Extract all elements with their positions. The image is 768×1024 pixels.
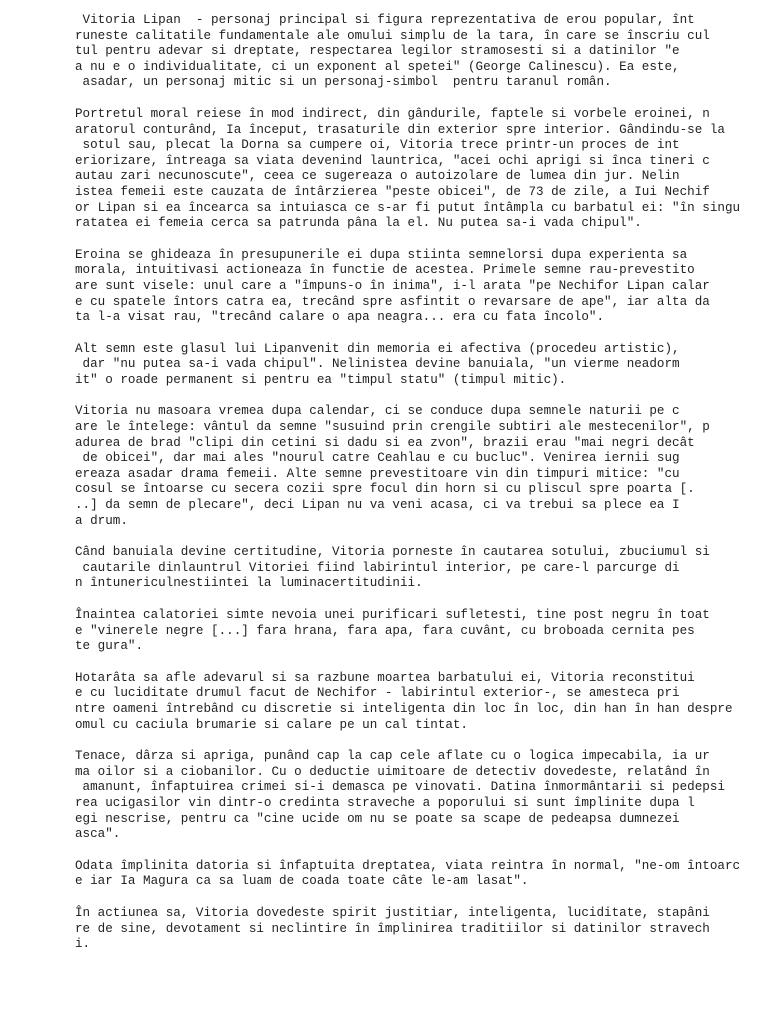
text-line: a nu e o individualitate, ci un exponent al spetei" (George Calinescu). Ea este, — [75, 59, 680, 74]
paragraph — [75, 545, 755, 592]
text-line: ratatea ei femeia cerca sa patrunda pâna la el. Nu putea sa-i vada chipul". — [75, 216, 642, 231]
text-line: amanunt, înfaptuirea crimei si-i demasca pe vinovati. Datina înmormântarii si pedepsi — [75, 780, 725, 795]
text-line: te gura". — [75, 639, 144, 654]
text-line: ntre oameni întrebând cu discretie si inteligenta din loc în loc, din han în han despre — [75, 701, 733, 716]
paragraph — [75, 608, 755, 655]
text-line: a drum. — [75, 513, 128, 528]
text-line: Eroina se ghideaza în presupunerile ei dupa stiinta semnelorsi dupa experienta sa — [75, 247, 688, 262]
paragraph — [75, 404, 755, 529]
text-line: aratorul conturând, Ia început, trasaturile din exterior spre interior. Gândindu-se la — [75, 122, 725, 137]
paragraph — [75, 749, 755, 843]
paragraph — [75, 906, 755, 953]
document-page — [75, 13, 755, 969]
text-line: cautarile dinlauntrul Vitoriei fiind labirintul interior, pe care-l parcurge di — [75, 560, 680, 575]
text-line: de obicei", dar mai ales "nourul catre Ceahlau e cu bucluc". Venirea iernii sug — [75, 451, 680, 466]
text-line: e cu spatele întors catra ea, trecând spre asfintit o revarsare de ape", iar alta da — [75, 294, 710, 309]
text-line: e cu luciditate drumul facut de Nechifor - labirintul exterior-, se amesteca pri — [75, 686, 680, 701]
paragraph — [75, 859, 755, 890]
text-line: ereaza asadar drama femeii. Alte semne prevestitoare vin din timpuri mitice: "cu — [75, 466, 680, 481]
text-line: adurea de brad "clipi din cetini si dadu si ea zvon", brazii erau "mai negri decât — [75, 435, 695, 450]
text-line: ta l-a visat rau, "trecând calare o apa neagra... era cu fata încolo". — [75, 310, 605, 325]
paragraph — [75, 248, 755, 326]
text-line: egi nescrise, pentru ca "cine ucide om nu se poate sa scape de pedeapsa dumnezei — [75, 811, 680, 826]
text-line: ma oilor si a ciobanilor. Cu o deductie uimitoare de detectiv dovedeste, relatând în — [75, 764, 710, 779]
text-line: Vitoria nu masoara vremea dupa calendar, ci se conduce dupa semnele naturii pe c — [75, 404, 680, 419]
text-line: eriorizare, întreaga sa viata devenind launtrica, "acei ochi aprigi si înca tineri c — [75, 153, 710, 168]
text-line: e "vinerele negre [...] fara hrana, fara apa, fara cuvânt, cu broboada cernita pes — [75, 623, 695, 638]
text-line: Tenace, dârza si apriga, punând cap la cap cele aflate cu o logica impecabila, ia ur — [75, 749, 710, 764]
text-line: runeste calitatile fundamentale ale omului simplu de la tara, în care se înscriu cul — [75, 28, 710, 43]
text-line: rea ucigasilor vin dintr-o credinta straveche a poporului si sunt împlinite dupa l — [75, 795, 695, 810]
text-line: asadar, un personaj mitic si un personaj-simbol pentru taranul român. — [75, 75, 612, 90]
text-line: Portretul moral reiese în mod indirect, din gândurile, faptele si vorbele eroinei, n — [75, 106, 710, 121]
text-line: sotul sau, plecat la Dorna sa cumpere oi, Vitoria trece printr-un proces de int — [75, 138, 680, 153]
text-line: n întunericulnestiintei la luminacertitudinii. — [75, 576, 423, 591]
paragraph — [75, 671, 755, 733]
text-line: dar "nu putea sa-i vada chipul". Nelinistea devine banuiala, "un vierme neadorm — [75, 357, 680, 372]
paragraph — [75, 342, 755, 389]
text-line: re de sine, devotament si neclintire în împlinirea traditiilor si datinilor stravech — [75, 921, 710, 936]
paragraph — [75, 107, 755, 232]
text-line: Alt semn este glasul lui Lipanvenit din memoria ei afectiva (procedeu artistic), — [75, 341, 680, 356]
text-line: În actiunea sa, Vitoria dovedeste spirit justitiar, inteligenta, luciditate, stapâni — [75, 905, 710, 920]
text-line: cosul se întoarse cu secera cozii spre focul din horn si cu pliscul spre poarta [. — [75, 482, 695, 497]
text-line: i. — [75, 937, 91, 952]
text-line: Când banuiala devine certitudine, Vitoria porneste în cautarea sotului, zbuciumul si — [75, 545, 710, 560]
text-line: Înaintea calatoriei simte nevoia unei purificari sufletesti, tine post negru în toat — [75, 608, 710, 622]
text-line: Odata împlinita datoria si înfaptuita dreptatea, viata reintra în normal, "ne-om întoarc — [75, 858, 741, 873]
text-line: are sunt visele: unul care a "împuns-o în inima", i-l arata "pe Nechifor Lipan calar — [75, 278, 710, 293]
paragraph — [75, 13, 755, 91]
text-line: tul pentru adevar si dreptate, respectarea legilor stramosesti si a datinilor "e — [75, 44, 680, 59]
text-line: are le întelege: vântul da semne "susuind prin crengile subtiri ale mestecenilor", p — [75, 420, 710, 435]
text-line: Hotarâta sa afle adevarul si sa razbune moartea barbatului ei, Vitoria reconstitui — [75, 670, 695, 685]
text-line: istea femeii este cauzata de întârzierea "peste obicei", de 73 de zile, a Iui Nechif — [75, 184, 710, 199]
text-line: omul cu caciula brumarie si calare pe un cal tintat. — [75, 717, 468, 732]
text-line: or Lipan si ea încearca sa intuiasca ce s-ar fi putut întâmpla cu barbatul ei: "în singu — [75, 200, 741, 215]
text-line: e iar Ia Magura ca sa luam de coada toate câte le-am lasat". — [75, 874, 529, 889]
text-line: asca". — [75, 827, 121, 842]
text-line: ..] da semn de plecare", deci Lipan nu va veni acasa, ci va trebui sa plece ea I — [75, 498, 680, 513]
text-line: Vitoria Lipan - personaj principal si figura reprezentativa de erou popular, înt — [75, 13, 695, 27]
text-line: it" o roade permanent si pentru ea "timpul statu" (timpul mitic). — [75, 372, 567, 387]
text-line: morala, intuitivasi actioneaza în functie de acestea. Primele semne rau-prevestito — [75, 263, 695, 278]
text-line: autau zari necunoscute", ceea ce sugereaza o autoizolare de lumea din jur. Nelin — [75, 169, 680, 184]
